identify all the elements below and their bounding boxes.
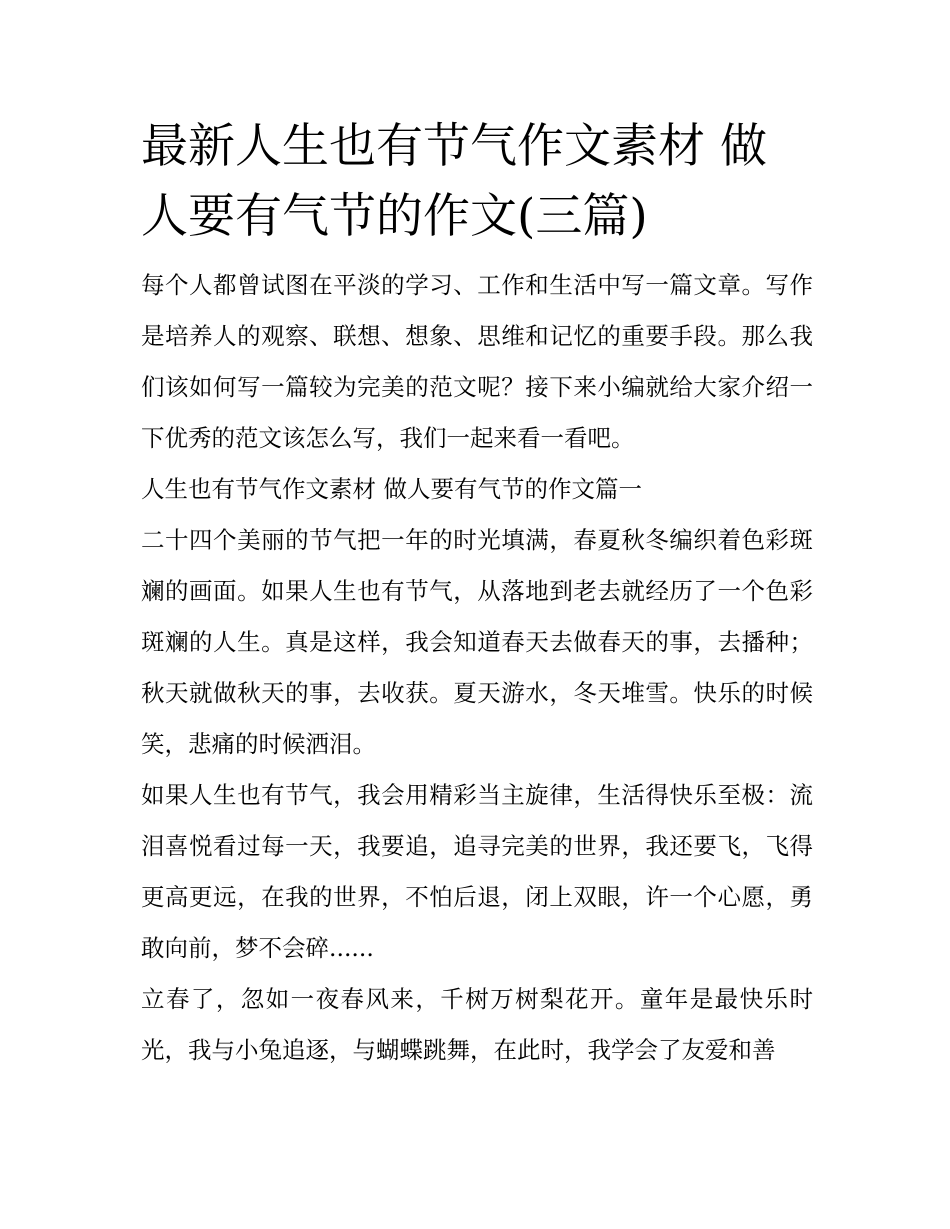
body-paragraph: 立春了，忽如一夜春风来，千树万树梨花开。童年是最快乐时光，我与小兔追逐，与蝴蝶跳舞，在此时，我学会了友爱和善 <box>141 985 813 1064</box>
intro-paragraph: 每个人都曾试图在平淡的学习、工作和生活中写一篇文章。写作是培养人的观察、联想、想象、思维和记忆的重要手段。那么我们该如何写一篇较为完美的范文呢？接下来小编就给大家介绍一下优秀的范文该怎么写，我们一起来看一看吧。 <box>141 271 813 452</box>
body-paragraph: 如果人生也有节气，我会用精彩当主旋律，生活得快乐至极：流泪喜悦看过每一天，我要追，追寻完美的世界，我还要飞，飞得更高更远，在我的世界，不怕后退，闭上双眼，许一个心愿，勇敢向前，梦不会碎...... <box>141 781 813 962</box>
section-heading: 人生也有节气作文素材 做人要有气节的作文篇一 <box>141 475 642 503</box>
body-paragraph: 二十四个美丽的节气把一年的时光填满，春夏秋冬编织着色彩斑斓的画面。如果人生也有节气，从落地到老去就经历了一个色彩斑斓的人生。真是这样，我会知道春天去做春天的事，去播种；秋天就做秋天的事，去收获。夏天游水，冬天堆雪。快乐的时候笑，悲痛的时候洒泪。 <box>141 526 813 758</box>
document-body <box>141 112 813 1076</box>
document-title: 最新人生也有节气作文素材 做人要有气节的作文(三篇) <box>141 119 767 244</box>
